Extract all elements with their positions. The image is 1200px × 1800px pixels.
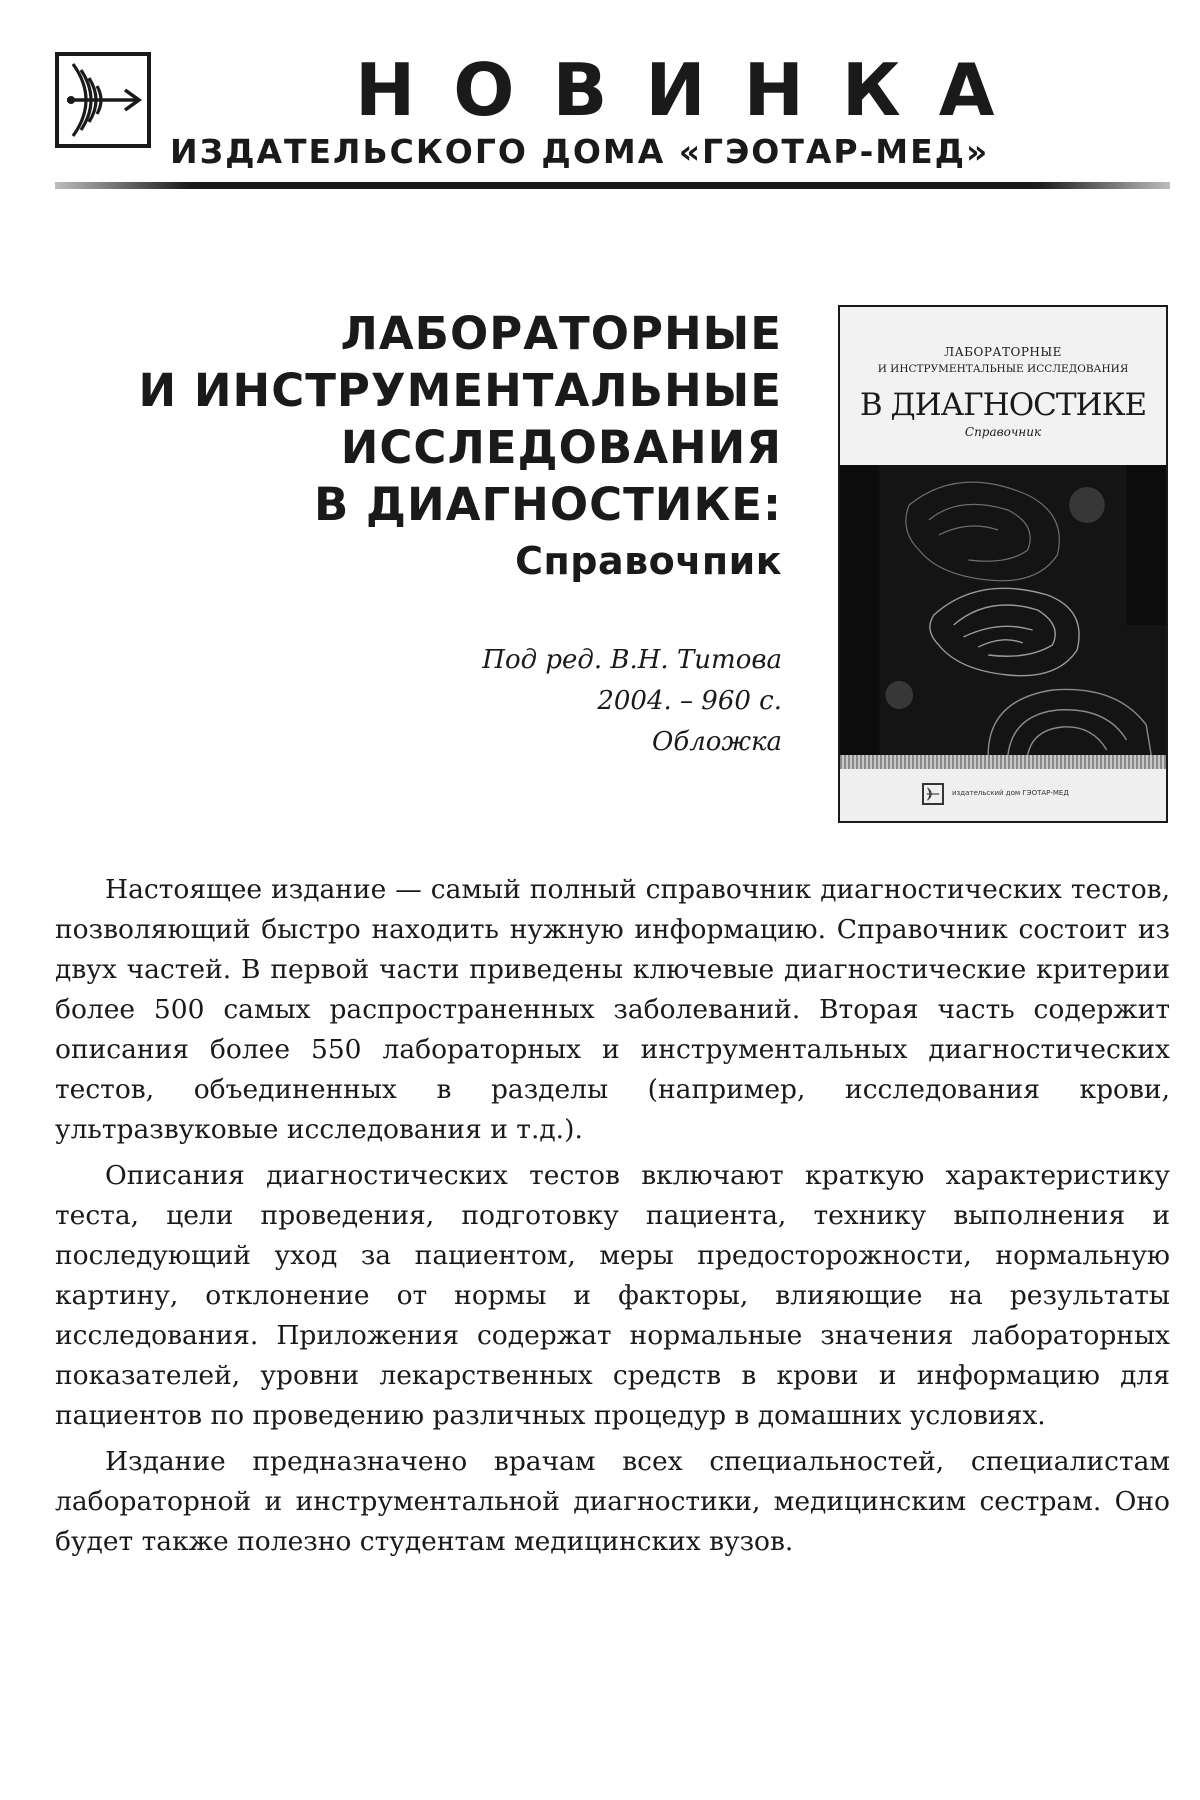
header-title: НОВИНКА bbox=[355, 48, 1033, 132]
book-binding: Обложка bbox=[652, 727, 782, 757]
book-cover bbox=[838, 305, 1168, 823]
book-title-line: И ИНСТРУМЕНТАЛЬНЫЕ bbox=[138, 364, 782, 417]
cover-footer bbox=[840, 769, 1166, 823]
publisher-logo-icon bbox=[55, 52, 151, 148]
book-meta bbox=[482, 640, 782, 763]
cover-subtitle: Справочник bbox=[964, 425, 1042, 439]
cover-publisher: издательский дом ГЭОТАР-МЕД bbox=[952, 789, 1069, 797]
book-year-pages: 2004. – 960 с. bbox=[597, 686, 782, 716]
cover-title-area bbox=[840, 307, 1166, 465]
book-title bbox=[139, 305, 782, 589]
cover-publisher-logo-icon bbox=[922, 783, 944, 805]
description bbox=[55, 870, 1170, 1568]
cover-title-line: ЛАБОРАТОРНЫЕ bbox=[944, 345, 1062, 359]
description-paragraph: Описания диагностических тестов включают краткую характеристику теста, цели проведения, подготовку пациента, технику выполнения и последующий уход за пациентом, меры предосторожности, нормальную картину, отклонение от нормы и факторы, влияющие на результаты исследования. Приложения содержат нормальные значения лабораторных показателей, уровни лекарственных средств в крови и информацию для пациентов по проведению различных процедур в домашних условиях. bbox=[55, 1160, 1170, 1431]
cover-brain-scan-image bbox=[840, 465, 1166, 755]
cover-title-line: И ИНСТРУМЕНТАЛЬНЫЕ ИССЛЕДОВАНИЯ bbox=[877, 363, 1129, 375]
book-subtitle: Справочпик bbox=[515, 539, 782, 583]
book-editor: Под ред. В.Н. Титова bbox=[482, 645, 782, 675]
header-subtitle: ИЗДАТЕЛЬСКОГО ДОМА «ГЭОТАР-МЕД» bbox=[170, 132, 990, 171]
book-title-line: ЛАБОРАТОРНЫЕ bbox=[340, 307, 782, 360]
header bbox=[55, 50, 1170, 190]
header-divider bbox=[55, 182, 1170, 189]
description-paragraph: Настоящее издание — самый полный справочник диагностических тестов, позволяющий быстро находить нужную информацию. Справочник состоит из двух частей. В первой части приведены ключевые диагностические критерии более 500 самых распространенных заболеваний. Вторая часть содержит описания более 550 лабораторных и инструментальных диагностических тестов, объединенных в разделы (например, исследования крови, ультразвуковые исследования и т.д.). bbox=[55, 874, 1170, 1145]
book-title-line: ИССЛЕДОВАНИЯ bbox=[340, 421, 782, 474]
cover-stripe bbox=[840, 755, 1166, 769]
description-paragraph: Издание предназначено врачам всех специальностей, специалистам лабораторной и инструментальной диагностики, медицинским сестрам. Оно будет также полезно студентам медицинских вузов. bbox=[55, 1446, 1170, 1557]
book-title-line: В ДИАГНОСТИКЕ: bbox=[313, 478, 782, 531]
cover-title-main: В ДИАГНОСТИКЕ bbox=[859, 387, 1147, 423]
